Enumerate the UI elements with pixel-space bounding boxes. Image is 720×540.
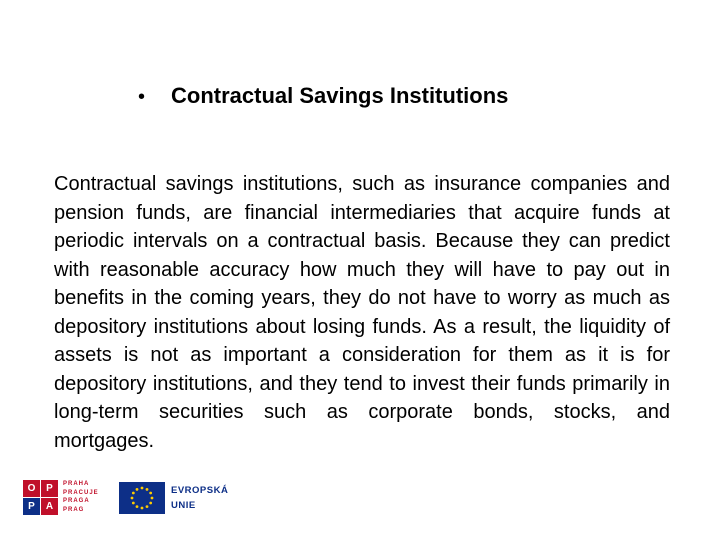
eu-star [149,502,152,505]
eu-star [146,505,149,508]
opp-letter: A [41,498,58,515]
praha-line: PRACUJE [63,489,99,496]
opp-letter: P [23,498,40,515]
eu-star [136,488,139,491]
praha-line: PRAGA [63,498,90,504]
eu-label [171,483,228,513]
eu-label-line: EVROPSKÁ [171,485,229,496]
footer-logos [23,480,263,516]
heading-title: Contractual Savings Institutions [171,83,509,108]
eu-star [151,497,154,500]
eu-star [131,497,134,500]
eu-label-line: UNIE [171,500,196,511]
eu-star [132,492,135,495]
eu-flag-icon [119,482,165,514]
praha-line: PRAHA [63,481,90,487]
opp-logo [23,480,59,516]
eu-star [149,492,152,495]
body-paragraph: Contractual savings institutions, such as insurance companies and pension funds, are financial intermediaries that acquire funds at periodic intervals on a contractual basis. Because they can predict with reasonable accuracy how much they will have to pay out in benefits in the coming years, they do not have to worry as much as depository institutions about losing funds. As a result, the liquidity of assets is not as important a consideration for them as it is for depository institutions, and they tend to invest their funds primarily in long-term securities such as corporate bonds, stocks, and mortgages. [54,173,670,452]
opp-letter: P [41,480,58,497]
praha-logo [63,480,115,516]
eu-star [141,507,144,510]
opp-letter: O [23,480,40,497]
eu-star [136,505,139,508]
praha-line: PRAG [63,506,85,513]
eu-star [132,502,135,505]
bullet: • [138,86,146,108]
eu-star [141,487,144,490]
eu-star [146,488,149,491]
slide-heading [138,80,698,113]
